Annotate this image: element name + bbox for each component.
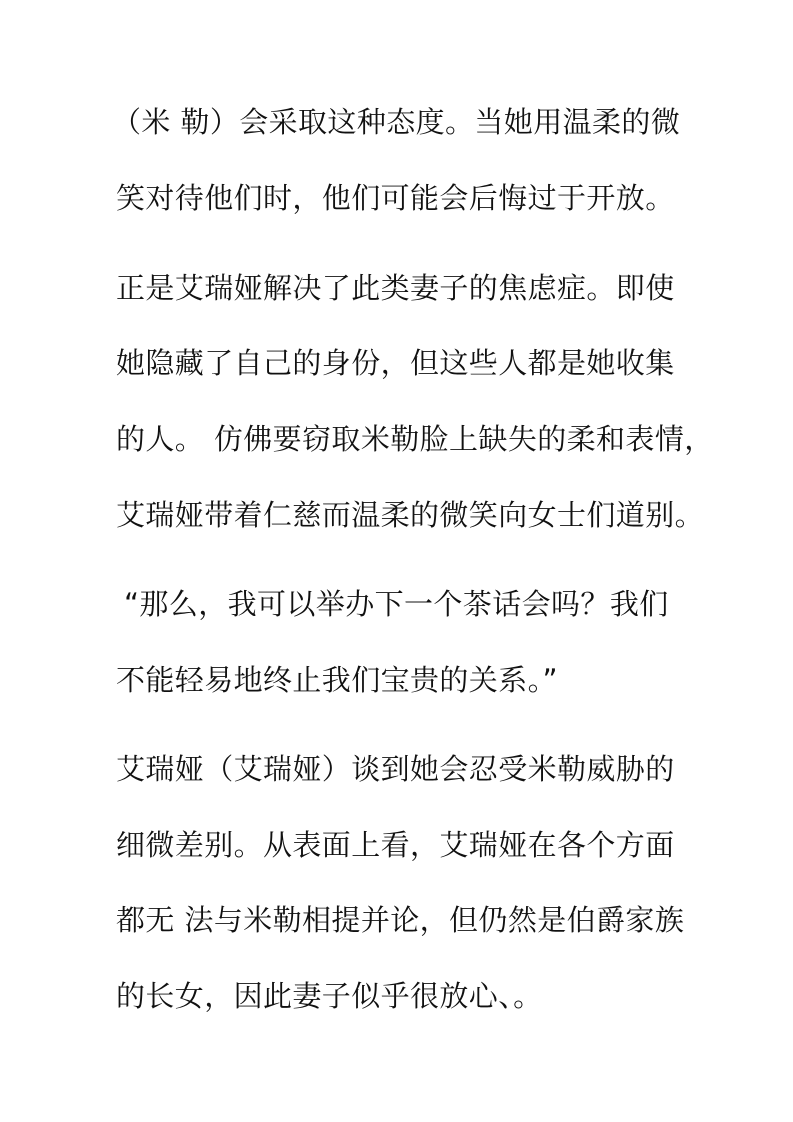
text-line-12: 的长女，因此妻子似乎很放心、。 bbox=[116, 979, 543, 1013]
text-line-3: 正是艾瑞娅解决了此类妻子的焦虑症。即使 bbox=[116, 271, 675, 305]
text-line-8: 不能轻易地终止我们宝贵的关系。” bbox=[116, 663, 558, 697]
text-line-4: 她隐藏了自己的身份，但这些人都是她收集 bbox=[116, 346, 675, 380]
text-line-1: （米 勒）会采取这种态度。当她用温柔的微 bbox=[112, 105, 681, 139]
text-line-7: “那么，我可以举办下一个茶话会吗？我们 bbox=[124, 587, 669, 621]
text-line-10: 细微差别。从表面上看，艾瑞娅在各个方面 bbox=[116, 828, 675, 862]
text-line-11: 都无 法与米勒相提并论，但仍然是伯爵家族 bbox=[116, 903, 685, 937]
text-line-5: 的人。 仿佛要窃取米勒脸上缺失的柔和表情， bbox=[116, 422, 714, 456]
text-line-2: 笑对待他们时，他们可能会后悔过于开放。 bbox=[116, 181, 675, 215]
text-line-9: 艾瑞娅（艾瑞娅）谈到她会忍受米勒威胁的 bbox=[116, 752, 675, 786]
text-line-6: 艾瑞娅带着仁慈而温柔的微笑向女士们道别。 bbox=[116, 498, 705, 532]
